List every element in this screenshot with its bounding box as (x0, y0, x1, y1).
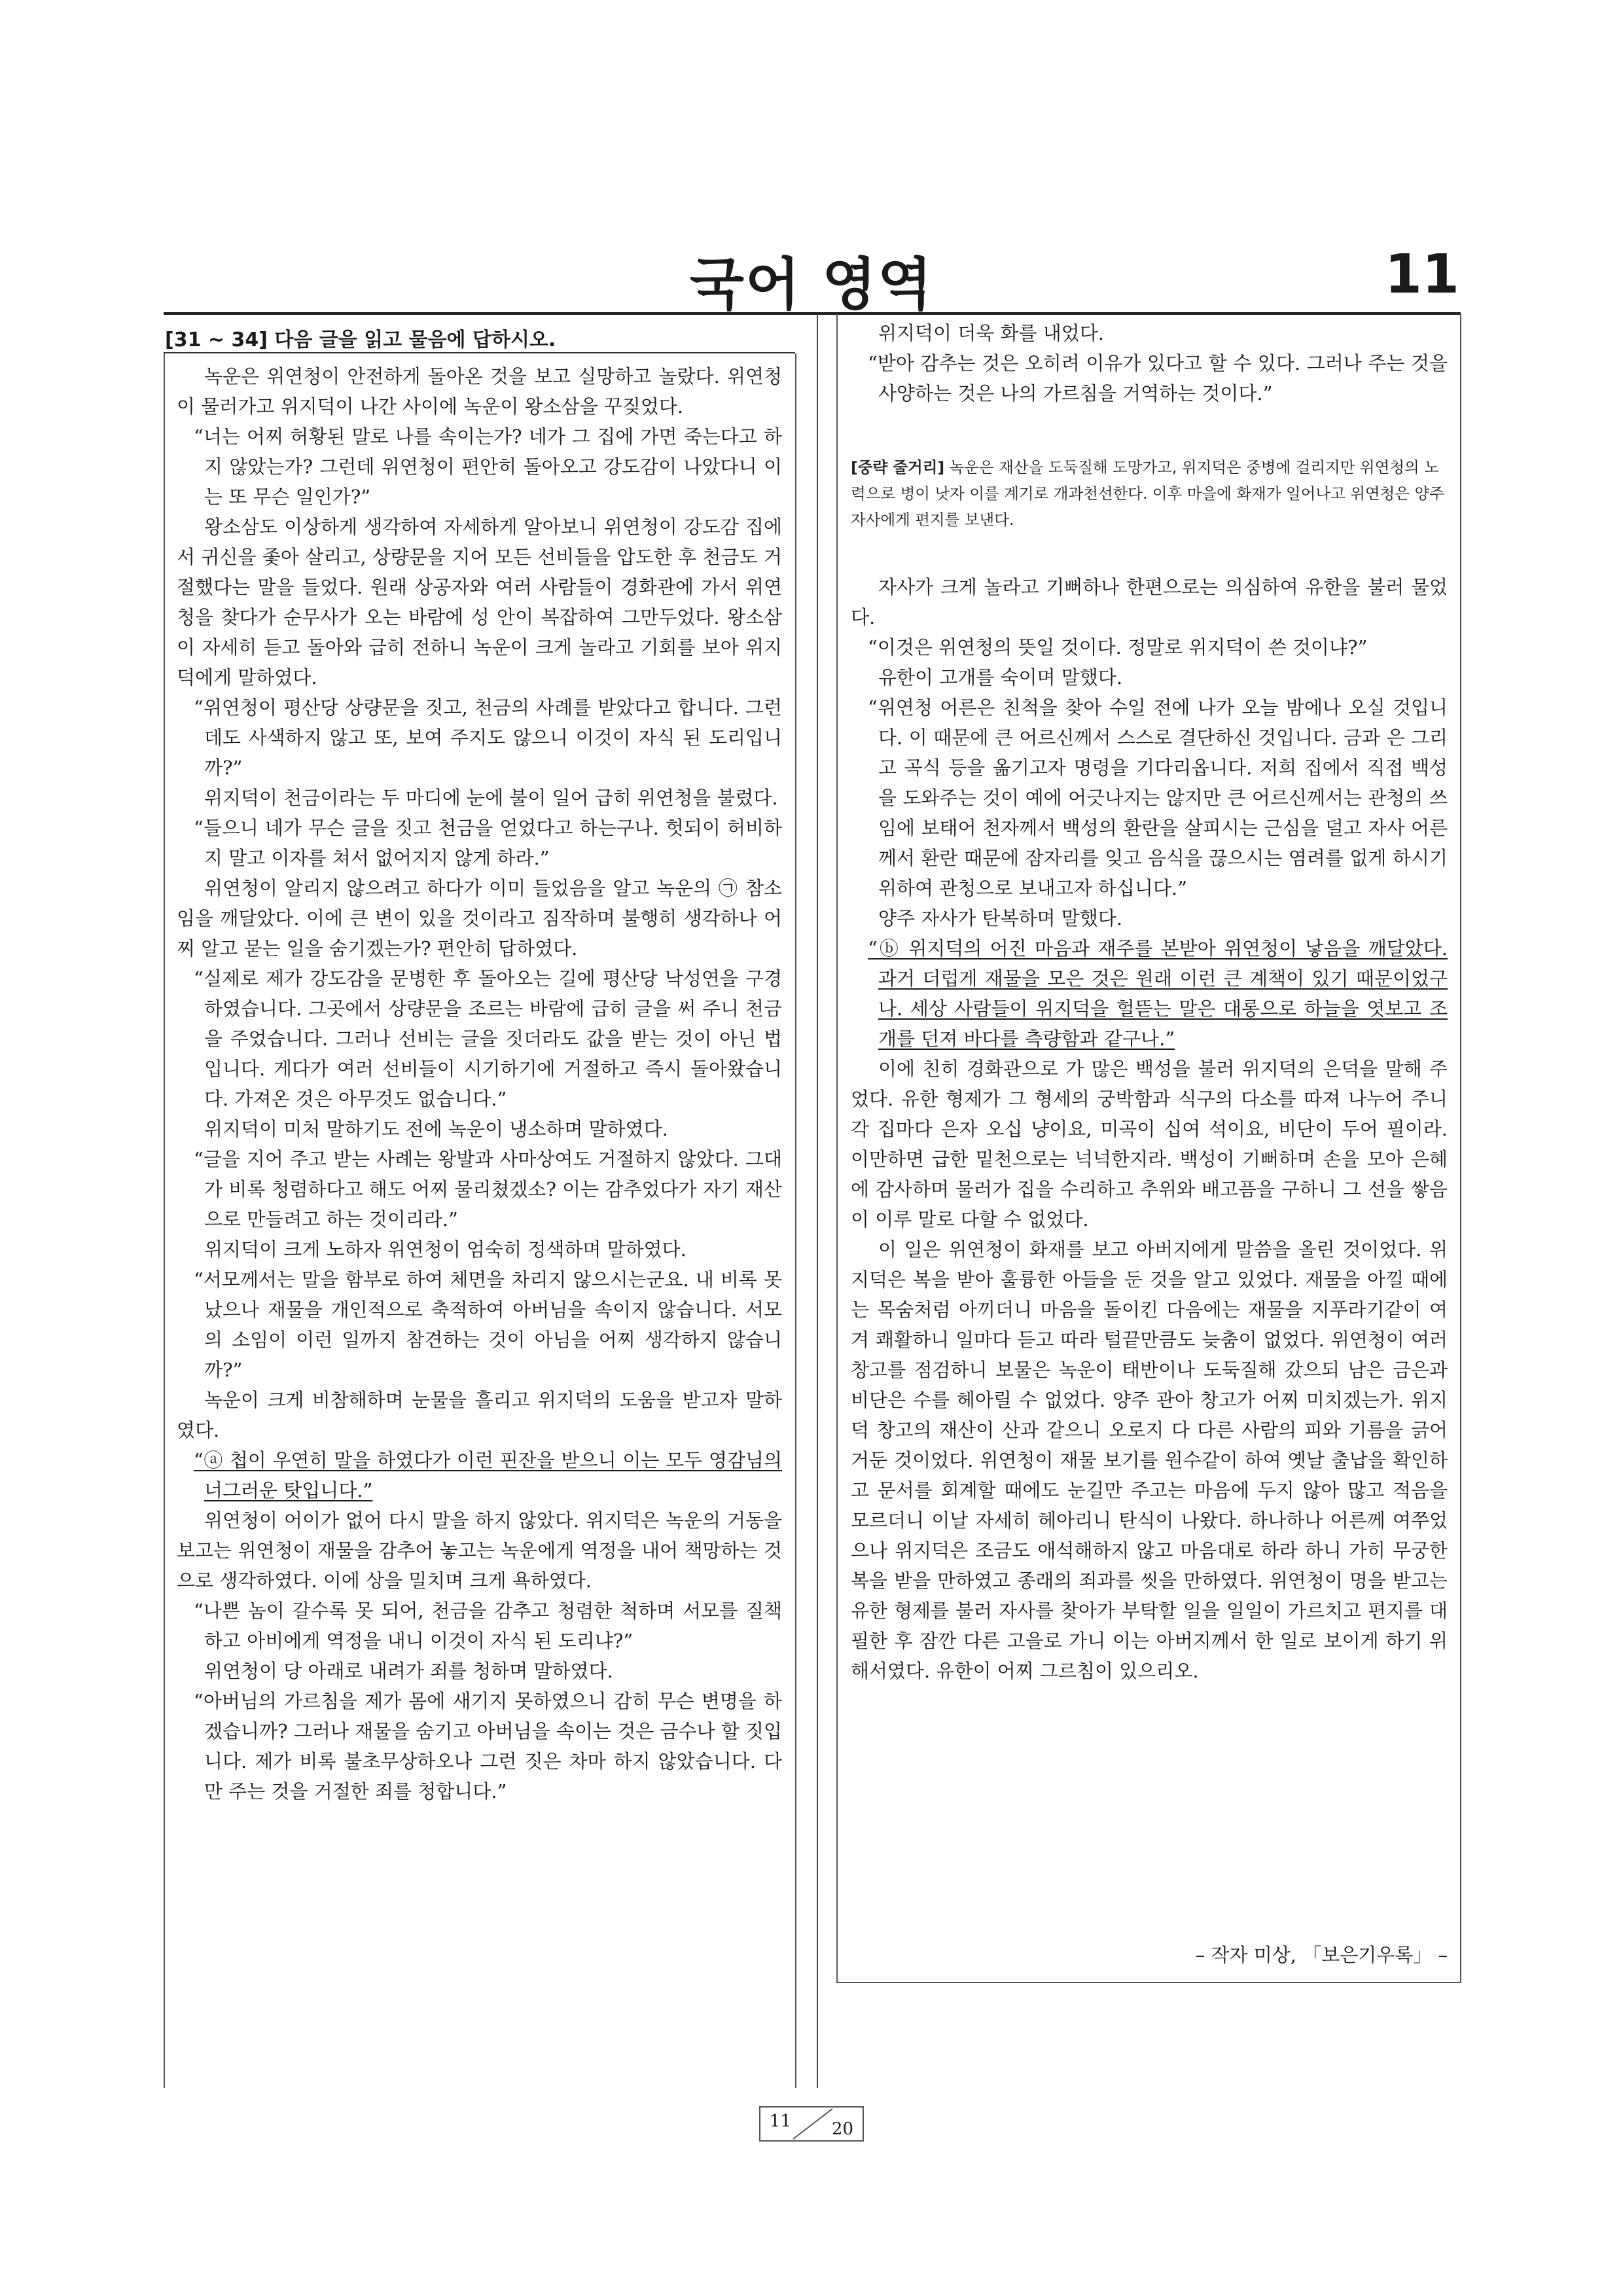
passage-paragraph: 왕소삼도 이상하게 생각하여 자세하게 알아보니 위연청이 강도감 집에서 귀신을 좇아 살리고, 상량문을 지어 모든 선비들을 압도한 후 천금도 거절했다는 말을 들었다. 원래 상공자와 여러 사람들이 경화관에 가서 위연청을 찾다가 순무사가 오는 바람에 성 안이 복잡하여 그만두었다. 왕소삼이 자세히 듣고 돌아와 급히 전하니 녹운이 크게 놀라고 기회를 보아 위지덕에게 말하였다. (177, 516, 782, 689)
column-divider (817, 314, 818, 2088)
passage-right-column (851, 572, 1448, 1686)
passage-paragraph: 녹운은 위연청이 안전하게 돌아온 것을 보고 실망하고 놀랐다. 위연청이 물러가고 위지덕이 나간 사이에 녹운이 왕소삼을 꾸짖었다. (177, 365, 782, 418)
passage-left-column (177, 361, 782, 1806)
passage-paragraph: 위지덕이 크게 노하자 위연청이 엄숙히 정색하며 말하였다. (204, 1238, 687, 1261)
page-title: 국어 영역 (689, 252, 934, 317)
passage-paragraph: 이에 친히 경화관으로 가 많은 백성을 불러 위지덕의 은덕을 말해 주었다. 유한 형제가 그 형세의 궁박함과 식구의 다소를 따져 나누어 주니 각 집마다 은자 오십 냥이요, 미곡이 십여 석이요, 비단이 두어 필이라. 이만하면 급한 밑천으로는 넉넉한지라. 백성이 기뻐하며 손을 모아 은혜에 감사하며 물러가 집을 수리하고 추위와 배고픔을 구하니 그 선을 쌓음이 이루 말로 다할 수 없었다. (851, 1058, 1448, 1230)
passage-dialogue: “너는 어찌 허황된 말로 나를 속이는가? 네가 그 집에 가면 죽는다고 하지 않았는가? 그런데 위연청이 편안히 돌아오고 강도감이 나았다니 이는 또 무슨 일인가?” (194, 425, 782, 508)
passage-paragraph: 위연청이 어이가 없어 다시 말을 하지 않았다. 위지덕은 녹운의 거동을 보고는 위연청이 재물을 감추어 놓고는 녹운에게 역정을 내어 책망하는 것으로 생각하였다. 이에 상을 밀치며 크게 욕하였다. (177, 1509, 782, 1592)
folio-total-pages: 20 (831, 2119, 853, 2139)
plot-summary-label: [중략 줄거리] (851, 458, 945, 476)
passage-dialogue: “나쁜 놈이 갈수록 못 되어, 천금을 감추고 청렴한 척하며 서모를 질책하고 아비에게 역정을 내니 이것이 자식 된 도리냐?” (194, 1600, 782, 1652)
passage-paragraph: 위연청이 당 아래로 내려가 죄를 청하며 말하였다. (204, 1660, 613, 1682)
passage-dialogue: “글을 지어 주고 받는 사례는 왕발과 사마상여도 거절하지 않았다. 그대가 비록 청렴하다고 해도 어찌 물리쳤겠소? 이는 감추었다가 자기 재산으로 만들려고 하는 것이리라.” (194, 1148, 782, 1230)
passage-dialogue: “들으니 네가 무슨 글을 짓고 천금을 얻었다고 하는구나. 헛되이 허비하지 말고 이자를 쳐서 없어지지 않게 하라.” (194, 817, 782, 869)
plot-summary (851, 454, 1448, 533)
folio-box (759, 2106, 864, 2142)
source-citation: – 작자 미상, 「보은기우록」 – (1195, 1944, 1448, 1966)
passage-paragraph: 위연청이 알리지 않으려고 하다가 이미 들었음을 알고 녹운의 ㉠ 참소임을 깨달았다. 이에 큰 변이 있을 것이라고 짐작하며 불행히 생각하나 어찌 알고 묻는 일을 숨기겠는가? 편안히 답하였다. (177, 877, 782, 960)
passage-paragraph: 양주 자사가 탄복하며 말했다. (878, 907, 1123, 929)
passage-right-column-top (851, 318, 1448, 408)
passage-dialogue-underlined-a: “ⓐ 첩이 우연히 말을 하였다가 이런 핀잔을 받으니 이는 모두 영감님의 너그러운 탓입니다.” (194, 1449, 782, 1501)
passage-paragraph: 유한이 고개를 숙이며 말했다. (878, 666, 1123, 689)
passage-dialogue: “위연청이 평산당 상량문을 짓고, 천금의 사례를 받았다고 합니다. 그런데도 사색하지 않고 또, 보여 주지도 않으니 이것이 자식 된 도리입니까?” (194, 696, 782, 779)
question-heading: [31 ~ 34] 다음 글을 읽고 물음에 답하시오. (165, 329, 556, 351)
folio-current-page: 11 (770, 2111, 792, 2131)
passage-paragraph: 이 일은 위연청이 화재를 보고 아버지에게 말씀을 올린 것이었다. 위지덕은 복을 받아 훌륭한 아들을 둔 것을 알고 있었다. 재물을 아낄 때에는 목숨처럼 아끼더니 마음을 돌이킨 다음에는 재물을 지푸라기같이 여겨 쾌활하니 일마다 듣고 따라 털끝만큼도 늦춤이 없었다. 위연청이 여러 창고를 점검하니 보물은 녹운이 태반이나 도둑질해 갔으되 남은 금은과 비단은 수를 헤아릴 수 없었다. 양주 관아 창고가 어찌 미치겠는가. 위지덕 창고의 재산이 산과 같으니 오로지 다 다른 사람의 피와 기름을 긁어 거둔 것이었다. 위연청이 재물 보기를 원수같이 하여 옛날 출납을 확인하고 문서를 회계할 때에도 눈길만 주고는 마음에 두지 않아 많고 적음을 모르더니 이날 자세히 헤아리니 탄식이 나왔다. 하나하나 어른께 여쭈었으나 위지덕은 조금도 애석해하지 않고 마음대로 하라 하니 가히 무궁한 복을 받을 만하였고 종래의 죄과를 씻을 만하였다. 위연청이 명을 받고는 유한 형제를 불러 자사를 찾아가 부탁할 일을 일일이 가르치고 편지를 대필한 후 잠깐 다른 고을로 가니 이는 아버지께서 한 일로 보이게 하기 위해서였다. 유한이 어찌 그르침이 있으리오. (851, 1238, 1448, 1682)
passage-paragraph: 위지덕이 천금이라는 두 마디에 눈에 불이 일어 급히 위연청을 불렀다. (204, 787, 778, 809)
page-number: 11 (1384, 243, 1459, 306)
passage-paragraph: 자사가 크게 놀라고 기뻐하나 한편으로는 의심하여 유한을 불러 물었다. (851, 576, 1448, 628)
passage-dialogue-underlined-b: “ⓑ 위지덕의 어진 마음과 재주를 본받아 위연청이 낳음을 깨달았다. 과거 더럽게 재물을 모은 것은 원래 이런 큰 계책이 있기 때문이었구나. 세상 사람들이 위지덕을 헐뜯는 말은 대롱으로 하늘을 엿보고 조개를 던져 바다를 측량함과 같구나.” (868, 937, 1448, 1050)
passage-dialogue: “실제로 제가 강도감을 문병한 후 돌아오는 길에 평산당 낙성연을 구경하였습니다. 그곳에서 상량문을 조르는 바람에 급히 글을 써 주니 천금을 주었습니다. 그러나 선비는 글을 짓더라도 값을 받는 것이 아닌 법입니다. 게다가 여러 선비들이 시기하기에 거절하고 즉시 돌아왔습니다. 가져온 것은 아무것도 없습니다.” (194, 967, 782, 1110)
plot-summary-text: 녹운은 재산을 도둑질해 도망가고, 위지덕은 중병에 걸리지만 위연청의 노력으로 병이 낫자 이를 계기로 개과천선한다. 이후 마을에 화재가 일어나고 위연청은 양주 자사에게 편지를 보낸다. (851, 458, 1444, 529)
passage-paragraph: 녹운이 크게 비참해하며 눈물을 흘리고 위지덕의 도움을 받고자 말하였다. (177, 1389, 782, 1441)
passage-dialogue: “아버님의 가르침을 제가 몸에 새기지 못하였으니 감히 무슨 변명을 하겠습니까? 그러나 재물을 숨기고 아버님을 속이는 것은 금수나 할 짓입니다. 제가 비록 불초무상하오나 그런 짓은 차마 하지 않았습니다. 다만 주는 것을 거절한 죄를 청합니다.” (194, 1690, 782, 1803)
passage-dialogue: “서모께서는 말을 함부로 하여 체면을 차리지 않으시는군요. 내 비록 못났으나 재물을 개인적으로 축적하여 아버님을 속이지 않습니다. 서모의 소임이 이런 일까지 참견하는 것이 아님을 어찌 생각하지 않습니까?” (194, 1268, 782, 1381)
passage-dialogue: “받아 감추는 것은 오히려 이유가 있다고 할 수 있다. 그러나 주는 것을 사양하는 것은 나의 가르침을 거역하는 것이다.” (868, 352, 1448, 404)
passage-paragraph: 위지덕이 더욱 화를 내었다. (878, 322, 1105, 344)
passage-dialogue: “위연청 어른은 친척을 찾아 수일 전에 나가 오늘 밤에나 오실 것입니다. 이 때문에 큰 어르신께서 스스로 결단하신 것입니다. 금과 은 그리고 곡식 등을 옮기고자 명령을 기다리옵니다. 저희 집에서 직접 백성을 도와주는 것이 예에 어긋나지는 않지만 큰 어르신께서는 관청의 쓰임에 보태어 천자께서 백성의 환란을 살피시는 근심을 덜고 자사 어른께서 환란 때문에 잠자리를 잊고 음식을 끊으시는 염려를 없게 하시기 위하여 관청으로 보내고자 하십니다.” (868, 696, 1448, 899)
passage-dialogue: “이것은 위연청의 뜻일 것이다. 정말로 위지덕이 쓴 것이냐?” (868, 636, 1368, 658)
passage-paragraph: 위지덕이 미처 말하기도 전에 녹운이 냉소하며 말하였다. (204, 1118, 668, 1140)
